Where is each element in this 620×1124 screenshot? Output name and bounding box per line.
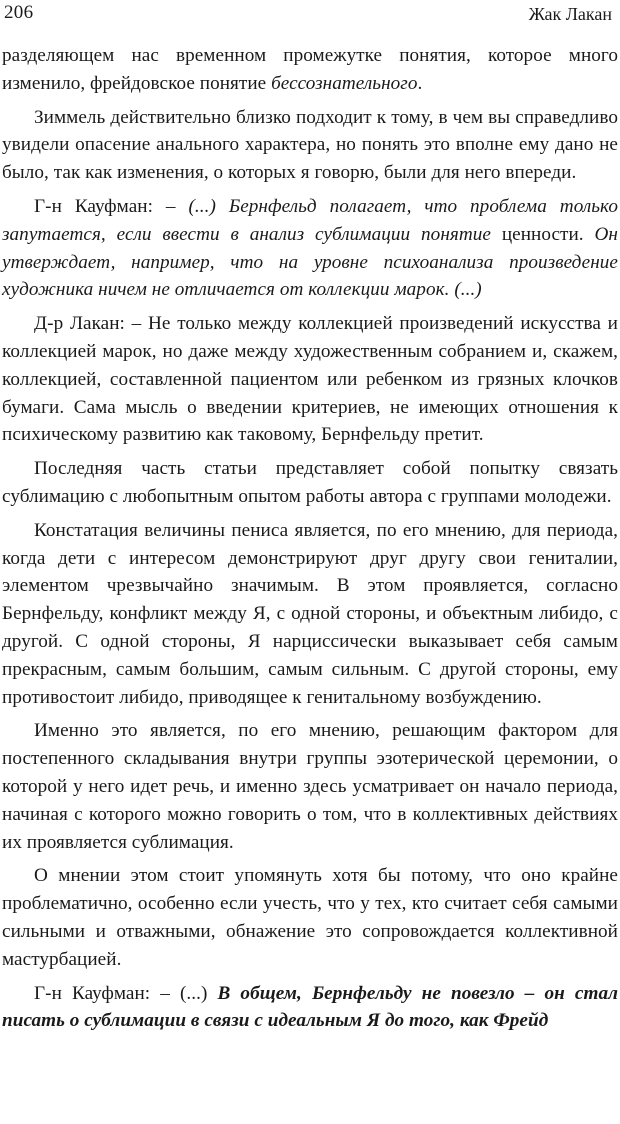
paragraph-text-segment: О мнении этом стоит упомянуть хотя бы потому, что оно крайне проблематично, особенно если учесть, что у тех, кто считает себя самыми сильными и отважными, обнажение это сопровождается коллективной мастурбацией.: [2, 865, 618, 970]
page-header: [2, 0, 618, 40]
paragraph: [2, 717, 618, 856]
paragraph-text-segment: Г-н Кауфман: –: [34, 195, 189, 217]
paragraph-text-segment: бессознательного: [271, 72, 418, 94]
paragraph: [2, 193, 618, 304]
paragraph-text-segment: В общем, Бернфельду не повезло – он стал писать о сублимации в связи с идеальным Я до того, как Фрейд: [2, 982, 618, 1032]
body-text: [2, 42, 618, 1035]
paragraph-text-segment: Он утверждает, например, что на уровне психоанализа произведение художника ничем не отличается от коллекции марок. (...): [2, 223, 618, 301]
paragraph-text-segment: .: [417, 72, 423, 94]
paragraph-text-segment: Д-р Лакан: – Не только между коллекцией произведений искусства и коллекцией марок, но даже между художественным собранием и, скажем, коллекцией, составленной пациентом или ребенком из грязных клочков бумаги. Сама мысль о введении критериев, не имеющих отношения к психическому развитию как таковому, Бернфельду претит.: [2, 313, 618, 446]
paragraph: [2, 862, 618, 973]
paragraph-text-segment: разделяющем нас временном промежутке понятия, которое много изменило, фрейдовское понятие: [2, 45, 618, 94]
running-head: Жак Лакан: [528, 4, 612, 24]
paragraph-text-segment: Зиммель действительно близко подходит к тому, в чем вы справедливо увидели опасение анального характера, но понять это вполне ему дано не было, так как изменения, о которых я говорю, были для него впереди.: [2, 106, 618, 184]
paragraph-text-segment: Последняя часть статьи представляет собой попытку связать сублимацию с любопытным опытом работы автора с группами молодежи.: [2, 458, 618, 507]
paragraph: [2, 455, 618, 511]
paragraph-text-segment: (...) Бернфельд полагает, что проблема только запутается, если ввести в анализ сублимации понятие: [2, 195, 618, 245]
paragraph: [2, 517, 618, 712]
paragraph: [2, 310, 618, 449]
paragraph: [2, 104, 618, 187]
paragraph: [2, 42, 618, 98]
paragraph-text-segment: Г-н Кауфман: – (...): [34, 982, 218, 1004]
paragraph-text-segment: Констатация величины пениса является, по его мнению, для периода, когда дети с интересом демонстрируют друг другу свои гениталии, элементом чрезвычайно значимым. В этом проявляется, согласно Бернфельду, конфликт между Я, с одной стороны, и объектным либидо, с другой. С одной стороны, Я нарциссически выказывает себя самым прекрасным, самым большим, самым сильным. С другой стороны, ему противостоит либидо, приводящее к генитальному возбуждению.: [2, 519, 618, 708]
paragraph: [2, 980, 618, 1036]
paragraph-text-segment: ценности.: [501, 223, 595, 245]
page-number: 206: [4, 2, 34, 23]
paragraph-text-segment: Именно это является, по его мнению, решающим фактором для постепенного складывания внутри группы эзотерической церемонии, о которой у него идет речь, и именно здесь усматривает он начало периода, начиная с которого можно говорить о том, что в коллективных действиях их проявляется сублимация.: [2, 720, 618, 853]
